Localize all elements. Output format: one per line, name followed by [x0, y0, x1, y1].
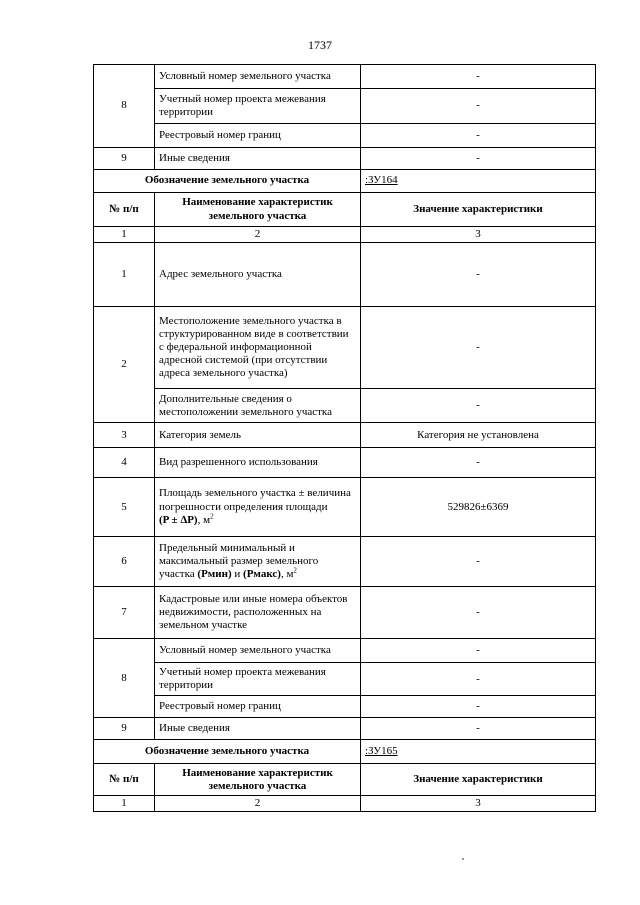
table-row: [94, 537, 596, 587]
table-row: [94, 639, 596, 663]
label-land-category: Категория земель: [155, 423, 361, 448]
col-index: 1: [94, 227, 155, 243]
plot-code: :ЗУ164: [365, 174, 398, 187]
label-location-additional: Дополнительные сведения о местоположении земельного участка: [155, 389, 361, 423]
table-row: [94, 423, 596, 448]
value-dash: -: [361, 65, 596, 89]
row-number: 6: [94, 537, 155, 587]
label-permitted-use: Вид разрешенного использования: [155, 448, 361, 478]
col-header-number: № п/п: [94, 764, 155, 796]
col-index: 1: [94, 796, 155, 812]
index-row: [94, 796, 596, 812]
label-area: [155, 478, 361, 537]
label-registry-boundary-number: Реестровый номер границ: [155, 696, 361, 718]
land-plot-table: [93, 64, 596, 812]
size-pmax: (Рмакс): [243, 568, 281, 581]
table-row: [94, 389, 596, 423]
table-row: [94, 448, 596, 478]
table-row: [94, 307, 596, 389]
table-row: [94, 243, 596, 307]
index-row: [94, 227, 596, 243]
value-area: 529826±6369: [361, 478, 596, 537]
unit-power: 2: [293, 566, 297, 575]
designation-label: Обозначение земельного участка: [94, 740, 361, 764]
col-header-value: Значение характеристики: [361, 193, 596, 227]
col-header-name: Наименование характеристик земельного участка: [155, 193, 361, 227]
value-dash: -: [361, 148, 596, 170]
designation-code-cell: [361, 740, 596, 764]
area-unit: , м: [197, 513, 211, 526]
row-number: 8: [94, 65, 155, 148]
row-number: 3: [94, 423, 155, 448]
col-index: 2: [155, 227, 361, 243]
page-number: 1737: [308, 38, 332, 52]
value-dash: -: [361, 448, 596, 478]
size-text: Предельный минимальный и максимальный размер земельного участка: [159, 541, 319, 581]
label-size-limits: [155, 537, 361, 587]
col-index: 3: [361, 796, 596, 812]
table-row: [94, 148, 596, 170]
size-unit: , м: [280, 568, 294, 581]
label-cadastral-objects: Кадастровые или иные номера объектов недвижимости, расположенных на земельном участке: [155, 587, 361, 639]
table-row: [94, 124, 596, 148]
header-row: [94, 193, 596, 227]
scan-speck: [462, 858, 464, 860]
value-dash: -: [361, 696, 596, 718]
row-number: 4: [94, 448, 155, 478]
table-row: [94, 663, 596, 696]
label-location-structured: Местоположение земельного участка в структурированном виде в соответствии с федеральной информационной адресной системой (при отсутствии адреса земельного участка): [155, 307, 361, 389]
label-survey-project-number: Учетный номер проекта межевания территории: [155, 663, 361, 696]
row-number: 8: [94, 639, 155, 718]
value-dash: -: [361, 89, 596, 124]
label-other-info: Иные сведения: [155, 718, 361, 740]
row-number: 2: [94, 307, 155, 423]
row-number: 7: [94, 587, 155, 639]
table-row: [94, 65, 596, 89]
designation-row: [94, 740, 596, 764]
col-index: 2: [155, 796, 361, 812]
value-dash: -: [361, 389, 596, 423]
col-header-name: Наименование характеристик земельного участка: [155, 764, 361, 796]
table-row: [94, 718, 596, 740]
designation-row: [94, 170, 596, 193]
row-number: 5: [94, 478, 155, 537]
label-registry-boundary-number: Реестровый номер границ: [155, 124, 361, 148]
size-and: и: [231, 568, 244, 581]
header-row: [94, 764, 596, 796]
designation-label: Обозначение земельного участка: [94, 170, 361, 193]
row-number: 9: [94, 718, 155, 740]
table-row: [94, 587, 596, 639]
value-dash: -: [361, 124, 596, 148]
label-conditional-number: Условный номер земельного участка: [155, 639, 361, 663]
row-number: 9: [94, 148, 155, 170]
unit-power: 2: [210, 512, 214, 521]
value-dash: -: [361, 537, 596, 587]
value-dash: -: [361, 639, 596, 663]
value-dash: -: [361, 718, 596, 740]
label-address: Адрес земельного участка: [155, 243, 361, 307]
table-row: [94, 89, 596, 124]
area-formula: (P ± ΔP): [159, 513, 198, 526]
label-conditional-number: Условный номер земельного участка: [155, 65, 361, 89]
plot-code: :ЗУ165: [365, 745, 398, 758]
value-dash: -: [361, 663, 596, 696]
value-dash: -: [361, 243, 596, 307]
value-dash: -: [361, 587, 596, 639]
row-number: 1: [94, 243, 155, 307]
label-other-info: Иные сведения: [155, 148, 361, 170]
table-row: [94, 696, 596, 718]
table-row: [94, 478, 596, 537]
area-text: Площадь земельного участка ± величина погрешности определения площади: [159, 487, 351, 513]
designation-code-cell: [361, 170, 596, 193]
value-dash: -: [361, 307, 596, 389]
col-header-number: № п/п: [94, 193, 155, 227]
size-pmin: (Рмин): [197, 568, 232, 581]
col-header-value: Значение характеристики: [361, 764, 596, 796]
col-index: 3: [361, 227, 596, 243]
value-land-category: Категория не установлена: [361, 423, 596, 448]
label-survey-project-number: Учетный номер проекта межевания территории: [155, 89, 361, 124]
